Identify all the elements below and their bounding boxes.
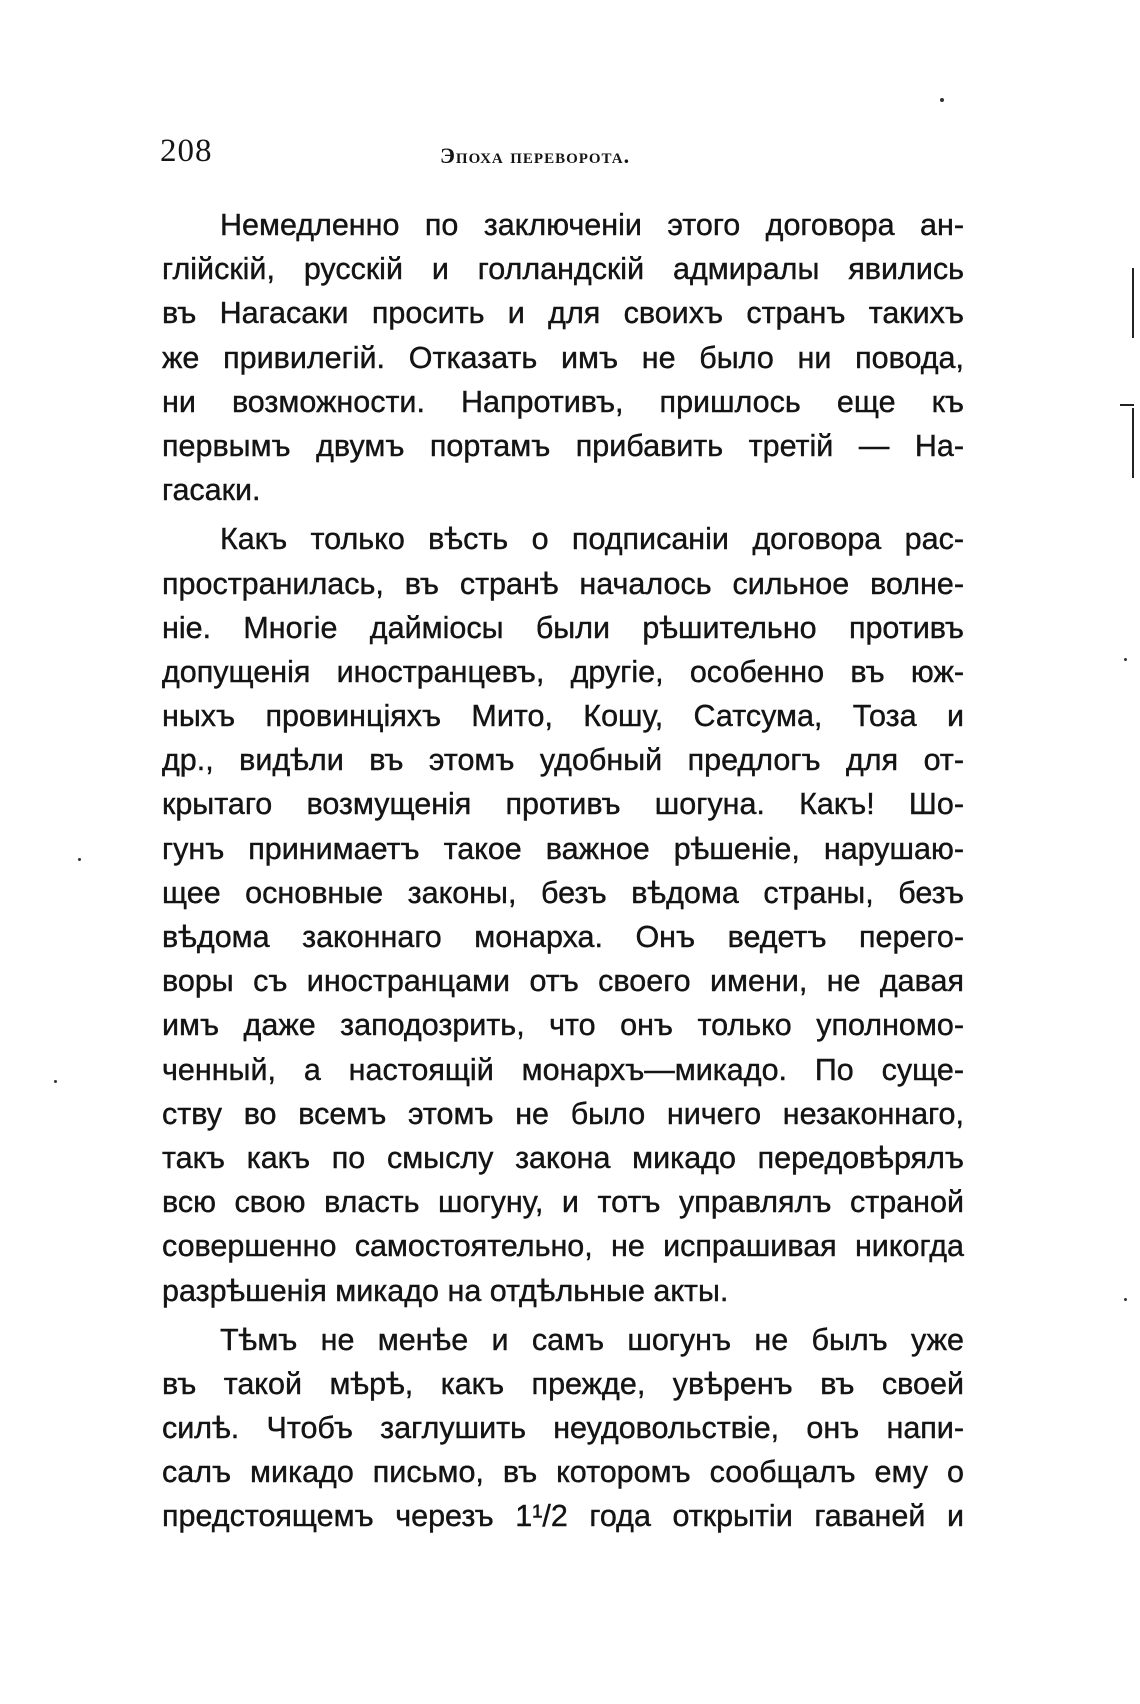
paragraph-1 bbox=[162, 203, 964, 512]
text-line: Немедленно по заключенiи этого договора ан- bbox=[220, 208, 964, 242]
text-line: ныхъ провинцiяхъ Мито, Кошу, Сатсума, Тоза и bbox=[162, 699, 964, 734]
text-line: первымъ двумъ портамъ прибавить третiй — На- bbox=[162, 428, 964, 463]
scan-speck bbox=[940, 98, 944, 102]
text-line: предстоящемъ черезъ 1¹/2 года открытiи гаваней и bbox=[162, 1499, 964, 1534]
text-line: крытаго возмущенiя противъ шогуна. Какъ! Шо- bbox=[162, 787, 964, 822]
text-line: въ Нагасаки просить и для своихъ странъ такихъ bbox=[162, 296, 964, 331]
scan-edge-mark bbox=[1132, 268, 1134, 338]
page-number: 208 bbox=[160, 133, 213, 169]
text-line: всю свою власть шогуну, и тотъ управлялъ страной bbox=[162, 1185, 964, 1220]
paragraph-3 bbox=[162, 1318, 964, 1539]
text-line: воры съ иностранцами отъ своего имени, не давая bbox=[162, 964, 964, 999]
scan-speck bbox=[78, 858, 81, 861]
scan-edge-mark bbox=[1132, 408, 1134, 478]
page-header bbox=[160, 133, 970, 183]
text-line: Тѣмъ не менѣе и самъ шогунъ не былъ уже bbox=[220, 1322, 964, 1357]
text-line: ству во всемъ этомъ не было ничего незаконнаго, bbox=[162, 1096, 964, 1131]
text-line: др., видѣли въ этомъ удобный предлогъ для от- bbox=[162, 743, 964, 778]
text-line: ченный, а настоящiй монархъ—микадо. По суще- bbox=[162, 1052, 964, 1087]
scan-speck bbox=[1124, 1298, 1127, 1301]
body-text bbox=[162, 203, 964, 1544]
text-line: Какъ только вѣсть о подписанiи договора рас- bbox=[220, 522, 964, 557]
text-line: гасаки. bbox=[162, 473, 261, 508]
scan-speck bbox=[54, 1080, 57, 1083]
text-line: вѣдома законнаго монарха. Онъ ведетъ перего- bbox=[162, 920, 964, 954]
text-line: имъ даже заподозрить, что онъ только уполномо- bbox=[162, 1008, 964, 1043]
running-title: Эпоха переворота. bbox=[440, 143, 631, 168]
text-line: же привилегiй. Отказать имъ не было ни повода, bbox=[162, 340, 964, 375]
text-line: допущенiя иностранцевъ, другiе, особенно въ юж- bbox=[162, 654, 964, 689]
text-line: салъ микадо письмо, въ которомъ сообщалъ ему о bbox=[162, 1455, 964, 1490]
scan-speck bbox=[1124, 658, 1127, 661]
text-line: въ такой мѣрѣ, какъ прежде, увѣренъ въ своей bbox=[162, 1366, 964, 1401]
text-line: такъ какъ по смыслу закона микадо передовѣрялъ bbox=[162, 1140, 964, 1175]
text-line: силѣ. Чтобъ заглушить неудовольствiе, онъ напи- bbox=[162, 1411, 964, 1446]
scan-edge-mark bbox=[1120, 404, 1134, 406]
text-line: ни возможности. Напротивъ, пришлось еще къ bbox=[162, 384, 964, 419]
text-line: пространилась, въ странѣ началось сильное волне- bbox=[162, 566, 964, 601]
paragraph-2 bbox=[162, 517, 964, 1312]
text-line: нiе. Многiе даймiосы были рѣшительно противъ bbox=[162, 610, 964, 645]
text-line: глiйскiй, русскiй и голландскiй адмиралы явились bbox=[162, 252, 964, 287]
text-line: щее основные законы, безъ вѣдома страны, безъ bbox=[162, 875, 964, 910]
text-line: разрѣшенiя микадо на отдѣльные акты. bbox=[162, 1273, 729, 1308]
text-line: совершенно самостоятельно, не испрашивая никогда bbox=[162, 1229, 964, 1264]
text-line: гунъ принимаетъ такое важное рѣшенiе, нарушаю- bbox=[162, 831, 964, 866]
